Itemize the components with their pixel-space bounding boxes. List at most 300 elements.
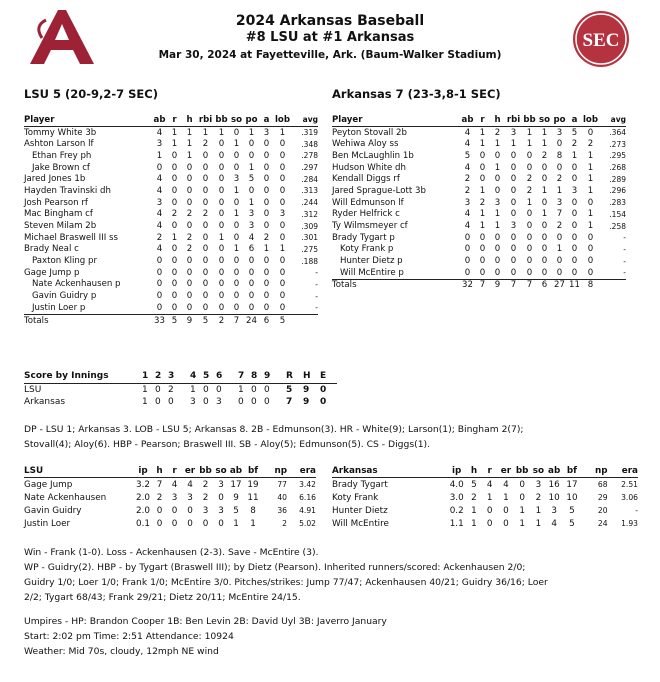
inning-number: H (303, 370, 320, 383)
stat-cell: 0 (202, 291, 209, 302)
player-row (24, 220, 318, 232)
stat-cell: 2 (479, 197, 486, 208)
stat-cell: 0 (202, 302, 209, 313)
inning-score: 1 (142, 397, 148, 408)
player-row (332, 138, 626, 150)
arkansas-team-title: Arkansas 7 (23-3,8-1 SEC) (332, 87, 501, 101)
stat-cell: 0 (202, 256, 209, 267)
stat-cell: 1 (248, 197, 255, 208)
player-name: Koty Frank p (340, 244, 394, 255)
column-header: avg (291, 114, 318, 126)
stat-cell: 0 (556, 162, 563, 173)
stat-cell: 29 (597, 493, 608, 502)
total-cell: 8 (582, 279, 599, 291)
column-header: Player (332, 114, 460, 126)
stat-cell: 0 (479, 162, 486, 173)
umpires-line: Umpires - HP: Brandon Cooper 1B: Ben Levin 2B: David Uyl 3B: Javerro January (24, 616, 387, 627)
stat-cell: 0 (494, 150, 501, 161)
stat-cell: 16 (548, 479, 560, 490)
stat-cell: 0 (510, 209, 517, 220)
stat-cell: 0 (519, 479, 525, 490)
stat-cell: 3 (263, 127, 270, 138)
stat-cell: 11 (247, 492, 259, 503)
game-notes-line-2: Stovall(4); Aloy(6). HBP - Pearson; Braswell III. SB - Aloy(5); Edmunson(5). CS - Diggs(1). (24, 439, 431, 450)
stat-cell: 0 (479, 150, 486, 161)
stat-cell: .319 (301, 128, 318, 138)
stat-cell: 0 (279, 232, 286, 243)
stat-cell: 0 (279, 185, 286, 196)
total-cell (291, 314, 318, 326)
stat-cell: 1 (218, 232, 225, 243)
stat-cell: 0 (494, 244, 501, 255)
stat-cell: 3 (218, 479, 224, 490)
stat-cell: 1 (279, 127, 286, 138)
stat-cell: 1 (218, 127, 225, 138)
stat-cell: 4 (464, 162, 471, 173)
column-header: lob (582, 114, 598, 125)
total-cell: 5 (197, 314, 214, 326)
lsu-pitching-table (24, 464, 316, 530)
pitcher-row (332, 478, 638, 492)
stat-cell: 0 (279, 162, 286, 173)
stat-cell: 0 (587, 127, 594, 138)
team-name: Arkansas (24, 397, 66, 408)
stat-cell: 2 (494, 127, 501, 138)
stat-cell: 0 (186, 256, 193, 267)
stat-cell: 0 (479, 244, 486, 255)
stat-cell: 1 (479, 127, 486, 138)
stat-cell: 0 (156, 256, 163, 267)
stat-cell: 0 (202, 267, 209, 278)
stat-cell: 0 (171, 150, 178, 161)
column-header: a (567, 114, 582, 126)
stat-cell: 0 (526, 150, 533, 161)
player-row (24, 126, 318, 138)
stat-cell: 0 (541, 267, 548, 278)
stat-cell: 1 (479, 209, 486, 220)
column-header: r (167, 114, 182, 126)
arkansas-batting-table (332, 114, 626, 291)
stat-cell: 40 (277, 493, 287, 502)
stat-cell: .268 (609, 163, 626, 173)
player-name: Michael Braswell III ss (24, 232, 118, 243)
stat-cell: 2 (202, 209, 209, 220)
stat-cell: 0 (510, 232, 517, 243)
player-name: Paxton Kling pr (32, 256, 97, 267)
stat-cell: 0 (202, 174, 209, 185)
stat-cell: 0 (233, 291, 240, 302)
stat-cell: 5 (569, 518, 575, 529)
summary-line-4: 2/2; Tygart 68/43; Frank 29/21; Dietz 20/11; McEntire 24/15. (24, 592, 301, 603)
column-header: bb (215, 114, 228, 125)
stat-cell: 1 (535, 505, 542, 516)
column-header: er (182, 464, 198, 478)
stat-cell: 0 (263, 302, 270, 313)
stat-cell: 0 (464, 256, 471, 267)
stat-cell: 0 (233, 256, 240, 267)
player-name: Steven Milam 2b (24, 221, 97, 232)
column-header: r (167, 464, 182, 478)
stat-cell: 0 (171, 505, 178, 516)
stat-cell: 0 (279, 291, 286, 302)
stat-cell: 0 (263, 279, 270, 290)
pitcher-name: Nate Ackenhausen (24, 492, 107, 503)
player-row (24, 162, 318, 174)
stat-cell: 1 (186, 127, 193, 138)
stat-cell: 6.16 (299, 493, 316, 502)
player-name: Hayden Travinski dh (24, 185, 111, 196)
stat-cell: 0 (571, 232, 578, 243)
player-name: Ty Wilmsmeyer cf (332, 221, 408, 232)
stat-cell: 4 (503, 479, 509, 490)
stat-cell: .301 (301, 233, 318, 243)
stat-cell: 1 (248, 127, 255, 138)
column-header: po (553, 114, 566, 125)
stat-cell: - (315, 303, 318, 313)
stat-cell: 1 (519, 518, 525, 529)
stat-cell: 0 (494, 185, 501, 196)
stat-cell: 0 (571, 174, 578, 185)
stat-cell: 3 (535, 479, 542, 490)
stat-cell: 5 (248, 174, 255, 185)
stat-cell: 2 (541, 150, 548, 161)
stat-cell: 1 (494, 209, 501, 220)
stat-cell: 3 (156, 139, 163, 150)
stat-cell: .348 (301, 139, 318, 149)
stat-cell: 0 (218, 279, 225, 290)
player-row (24, 302, 318, 314)
stat-cell: 0 (541, 162, 548, 173)
stat-cell: 3 (556, 127, 563, 138)
sec-logo-text: SEC (582, 30, 620, 51)
stat-cell: 2 (556, 174, 563, 185)
stat-cell: 0 (587, 197, 594, 208)
stat-cell: 0 (186, 174, 193, 185)
stat-cell: 3 (510, 127, 517, 138)
stat-cell: 2.0 (136, 505, 150, 516)
stat-cell: .273 (609, 139, 626, 149)
player-row (24, 255, 318, 267)
stat-cell: 0 (510, 256, 517, 267)
stat-cell: 0 (171, 302, 178, 313)
stat-cell: .295 (609, 151, 626, 161)
stat-cell: 0 (541, 197, 548, 208)
stat-cell: 0 (526, 267, 533, 278)
stat-cell: 0 (218, 518, 224, 529)
stat-cell: 0 (541, 244, 548, 255)
stat-cell: 1 (510, 139, 517, 150)
inning-score: 7 (286, 397, 293, 408)
stat-cell: 0 (218, 244, 225, 255)
inning-number: 6 (216, 370, 238, 383)
inning-score: 0 (320, 384, 327, 395)
player-row (332, 232, 626, 244)
stat-cell: 1 (156, 150, 163, 161)
stat-cell: 0 (233, 221, 240, 232)
stat-cell: 0 (218, 267, 225, 278)
stat-cell: 2 (186, 209, 193, 220)
stat-cell: 1 (171, 232, 178, 243)
stat-cell: .313 (301, 186, 318, 196)
player-row (332, 267, 626, 279)
stat-cell: 0 (556, 256, 563, 267)
stat-cell: 0 (202, 244, 209, 255)
stat-cell: 0 (186, 302, 193, 313)
pitcher-row (332, 491, 638, 504)
stat-cell: 10 (548, 492, 560, 503)
inning-score: 5 (286, 384, 293, 395)
inning-number: 1 (142, 370, 155, 383)
inning-score: 0 (264, 384, 270, 395)
stat-cell: 0 (541, 221, 548, 232)
stat-cell: 0 (556, 139, 563, 150)
player-name: Ashton Larson lf (24, 139, 94, 150)
column-header: ab (461, 114, 474, 125)
player-row (24, 244, 318, 256)
stat-cell: 3.0 (449, 492, 464, 503)
stat-cell: 3 (464, 197, 471, 208)
column-header: bb (199, 465, 212, 476)
total-cell: 9 (182, 314, 197, 326)
inning-score: 2 (168, 384, 174, 395)
stat-cell: .297 (301, 163, 318, 173)
stat-cell: 0 (571, 221, 578, 232)
stat-cell: 0 (171, 256, 178, 267)
stat-cell: 0 (571, 256, 578, 267)
sec-logo (572, 10, 630, 68)
stat-cell: 4 (171, 479, 178, 490)
player-row (332, 162, 626, 174)
player-name: Peyton Stovall 2b (332, 127, 407, 138)
stat-cell: .275 (301, 244, 318, 254)
total-cell: 7 (522, 279, 537, 291)
stat-cell: 2 (171, 209, 178, 220)
pitching-header-row (332, 464, 638, 478)
stat-cell: 0 (510, 267, 517, 278)
stat-cell: .154 (609, 209, 626, 219)
stat-cell: .278 (301, 151, 318, 161)
stat-cell: 3 (494, 197, 501, 208)
stat-cell: 1 (541, 185, 548, 196)
stat-cell: 1 (494, 221, 501, 232)
stat-cell: 2 (464, 174, 471, 185)
player-row (332, 220, 626, 232)
stat-cell: 3 (556, 197, 563, 208)
stat-cell: 0 (186, 291, 193, 302)
stat-cell: 0 (263, 150, 270, 161)
stat-cell: 0 (571, 244, 578, 255)
stat-cell: 0 (218, 185, 225, 196)
player-row (332, 173, 626, 185)
stat-cell: 4 (156, 185, 163, 196)
player-row (24, 290, 318, 302)
stat-cell: 0 (510, 197, 517, 208)
inning-number: E (320, 370, 337, 383)
inning-score: 1 (238, 384, 244, 395)
stat-cell: 0.2 (449, 505, 464, 516)
stat-cell: - (623, 268, 626, 278)
stat-cell: .289 (609, 174, 626, 184)
stat-cell: 0 (187, 518, 193, 529)
player-name: Brady Tygart p (332, 232, 395, 243)
stat-cell: 4.0 (449, 479, 464, 490)
pitcher-name: Hunter Dietz (332, 505, 388, 516)
column-header: Player (24, 114, 152, 126)
totals-label: Totals (332, 279, 460, 291)
stat-cell: 0 (233, 127, 240, 138)
stat-cell: .188 (301, 256, 318, 266)
player-row (332, 244, 626, 256)
stat-cell: 1 (471, 518, 477, 529)
stat-cell: 1 (587, 221, 594, 232)
inning-score: 0 (320, 397, 327, 408)
stat-cell: .309 (301, 221, 318, 231)
inning-number: 9 (264, 370, 286, 383)
stat-cell: 0 (186, 221, 193, 232)
player-name: Ethan Frey ph (32, 150, 92, 161)
innings-title: Score by Innings (24, 370, 142, 383)
stat-cell: 3 (279, 209, 286, 220)
player-row (332, 150, 626, 162)
stat-cell: 4 (156, 127, 163, 138)
stat-cell: 0 (233, 232, 240, 243)
stat-cell: 0 (556, 232, 563, 243)
player-row (332, 197, 626, 209)
stat-cell: 0 (486, 505, 493, 516)
stat-cell: .244 (301, 198, 318, 208)
stat-cell: 0 (248, 139, 255, 150)
stat-cell: 1 (541, 139, 548, 150)
column-header: bf (243, 464, 263, 478)
stat-cell: 4 (464, 221, 471, 232)
innings-team-row (24, 396, 337, 409)
player-name: Gavin Guidry p (32, 291, 97, 302)
stat-cell: 4 (464, 139, 471, 150)
total-cell: 7 (505, 279, 522, 291)
player-name: Justin Loer p (32, 302, 86, 313)
pitcher-row (332, 504, 638, 517)
column-header: so (538, 114, 551, 125)
pitcher-name: Justin Loer (24, 518, 71, 529)
stat-cell: 1 (556, 244, 563, 255)
stat-cell: 8 (250, 505, 256, 516)
stat-cell: .258 (609, 221, 626, 231)
pitching-decisions: Win - Frank (1-0). Loss - Ackenhausen (2-3). Save - McEntire (3). (24, 547, 319, 558)
stat-cell: 0 (279, 150, 286, 161)
stat-cell: 0 (479, 232, 486, 243)
stat-cell: 17 (230, 479, 242, 490)
player-row (332, 185, 626, 197)
stat-cell: 1 (479, 185, 486, 196)
stat-cell: 2.51 (621, 480, 638, 489)
column-header: bf (561, 464, 582, 478)
stat-cell: 3.2 (136, 479, 150, 490)
column-header: ip (447, 464, 466, 478)
stat-cell: 1 (233, 209, 240, 220)
stat-cell: 3 (202, 505, 209, 516)
stat-cell: 5 (233, 505, 239, 516)
stat-cell: 7 (156, 479, 163, 490)
stat-cell: 0 (571, 162, 578, 173)
game-date-location: Mar 30, 2024 at Fayetteville, Ark. (Baum-Walker Stadium) (158, 49, 502, 61)
stat-cell: 0 (479, 256, 486, 267)
inning-score: 3 (216, 397, 222, 408)
weather-line: Weather: Mid 70s, cloudy, 12mph NE wind (24, 646, 219, 657)
stat-cell: 0 (263, 139, 270, 150)
stat-cell: 1 (186, 150, 193, 161)
stat-cell: 0 (233, 197, 240, 208)
stat-cell: 0 (263, 221, 270, 232)
stat-cell: 36 (277, 506, 287, 515)
stat-cell: 0 (494, 256, 501, 267)
pitcher-name: Gavin Guidry (24, 505, 82, 516)
stat-cell: 0 (587, 256, 594, 267)
stat-cell: 1 (233, 185, 240, 196)
stat-cell: 0 (494, 174, 501, 185)
stat-cell: - (315, 291, 318, 301)
stat-cell: 0 (186, 197, 193, 208)
stat-cell: 0 (171, 518, 178, 529)
column-header: rbi (198, 114, 213, 125)
stat-cell: 1 (202, 127, 209, 138)
inning-number: 4 (190, 370, 203, 383)
column-header: np (582, 464, 607, 478)
stat-cell: 2 (282, 519, 287, 528)
pitcher-row (24, 491, 316, 504)
stat-cell: 0 (479, 267, 486, 278)
column-header: lob (274, 114, 290, 125)
stat-cell: 0 (587, 244, 594, 255)
stat-cell: 0 (218, 174, 225, 185)
page-title: 2024 Arkansas Baseball (235, 13, 425, 29)
stat-cell: 1 (233, 139, 240, 150)
stat-cell: 1 (171, 139, 178, 150)
column-header: so (530, 464, 547, 478)
stat-cell: 0 (202, 150, 209, 161)
player-name: Brady Neal c (24, 244, 79, 255)
stat-cell: .312 (301, 209, 318, 219)
stat-cell: 0 (233, 302, 240, 313)
stat-cell: 3 (187, 492, 193, 503)
stat-cell: 0 (510, 174, 517, 185)
inning-score: 9 (303, 384, 310, 395)
stat-cell: 4 (464, 209, 471, 220)
total-cell: 5 (274, 314, 291, 326)
stat-cell: 0 (156, 302, 163, 313)
stat-cell: 4 (156, 174, 163, 185)
stat-cell: 3 (551, 505, 557, 516)
totals-row (24, 314, 318, 326)
stat-cell: 0 (202, 162, 209, 173)
stat-cell: 1 (587, 209, 594, 220)
inning-score: 0 (264, 397, 270, 408)
column-header: bb (523, 114, 536, 125)
stat-cell: 3 (571, 185, 578, 196)
stat-cell: 0 (218, 492, 224, 503)
stat-cell: 2 (186, 244, 193, 255)
stat-cell: 24 (597, 519, 608, 528)
stat-cell: 2 (186, 232, 193, 243)
stat-cell: 0 (218, 221, 225, 232)
stat-cell: 0 (218, 291, 225, 302)
stat-cell: 1 (587, 150, 594, 161)
column-header: so (230, 114, 243, 125)
stat-cell: 0 (526, 256, 533, 267)
column-header: ab (153, 114, 166, 125)
player-name: Josh Pearson rf (24, 197, 88, 208)
stat-cell: 0 (263, 209, 270, 220)
stat-cell: 0 (218, 150, 225, 161)
